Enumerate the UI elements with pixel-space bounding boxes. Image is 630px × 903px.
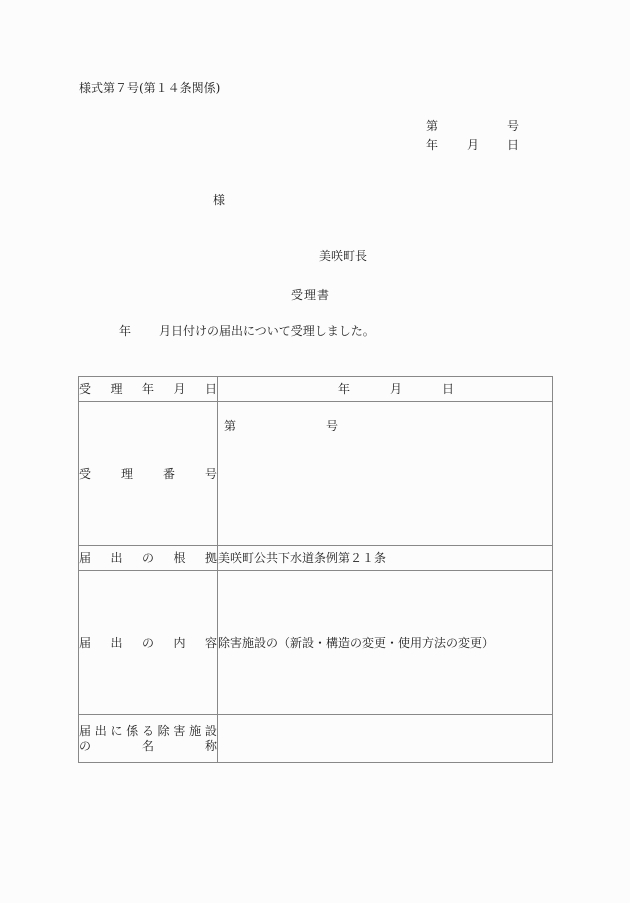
form-number: 様式第７号(第１４条関係)	[79, 81, 221, 95]
label-char: 出	[110, 551, 123, 565]
reference-date-month: 月	[467, 138, 480, 152]
label-char: 係	[126, 724, 139, 738]
label-char: 受	[79, 382, 92, 396]
label-char: 届	[79, 724, 92, 738]
label-char: 号	[204, 466, 217, 481]
label-char: 日	[204, 382, 217, 396]
table-row-notification-basis	[79, 546, 553, 571]
table-row-notification-content	[79, 571, 553, 715]
value-notification-basis: 美咲町公共下水道条例第２１条	[218, 546, 553, 571]
label-char: に	[110, 724, 123, 738]
label-char: 年	[141, 382, 154, 396]
value-receipt-date	[218, 377, 553, 402]
date-year: 年	[337, 382, 350, 396]
label-receipt-number	[79, 402, 218, 546]
label-char: の	[141, 635, 154, 650]
label-char: る	[141, 724, 154, 738]
table-row-facility-name	[79, 715, 553, 763]
label-char: 称	[204, 739, 217, 753]
label-char: 害	[173, 724, 186, 738]
addressee-honorific: 様	[213, 193, 226, 207]
reference-number-suffix: 号	[507, 119, 520, 133]
label-char: 届	[79, 635, 92, 650]
date-day: 日	[442, 382, 455, 396]
label-char: 理	[120, 466, 133, 481]
table-row-receipt-number	[79, 402, 553, 546]
receipt-table	[78, 376, 553, 763]
value-notification-content: 除害施設の（新設・構造の変更・使用方法の変更）	[218, 571, 553, 715]
label-char: 施	[189, 724, 202, 738]
label-char: 設	[204, 724, 217, 738]
document-title: 受理書	[291, 288, 331, 302]
label-char: 名	[141, 739, 154, 753]
label-char: 出	[94, 724, 107, 738]
label-notification-content	[79, 571, 218, 715]
label-char: 出	[110, 635, 123, 650]
label-char: 除	[157, 724, 170, 738]
label-char: 拠	[204, 551, 217, 565]
label-char: 根	[173, 551, 186, 565]
value-facility-name	[218, 715, 553, 763]
label-char: 届	[79, 551, 92, 565]
number-prefix: 第	[224, 419, 237, 433]
label-char: 容	[204, 635, 217, 650]
number-suffix: 号	[326, 419, 339, 433]
label-char: 内	[173, 635, 186, 650]
date-month: 月	[389, 382, 402, 396]
body-year: 年	[119, 324, 132, 338]
table-row-receipt-date	[79, 377, 553, 402]
label-notification-basis	[79, 546, 218, 571]
label-char: 理	[110, 382, 123, 396]
label-char: の	[79, 739, 92, 753]
label-char: 番	[162, 466, 175, 481]
reference-number-prefix: 第	[426, 119, 439, 133]
label-char: の	[141, 551, 154, 565]
value-receipt-number	[218, 402, 553, 546]
label-char: 受	[79, 466, 92, 481]
label-facility-name	[79, 715, 218, 763]
issuer: 美咲町長	[319, 249, 368, 263]
reference-date-day: 日	[507, 138, 520, 152]
body-text: 月日付けの届出について受理しました。	[159, 324, 375, 338]
reference-date-year: 年	[426, 138, 439, 152]
label-char: 月	[173, 382, 186, 396]
label-receipt-date	[79, 377, 218, 402]
